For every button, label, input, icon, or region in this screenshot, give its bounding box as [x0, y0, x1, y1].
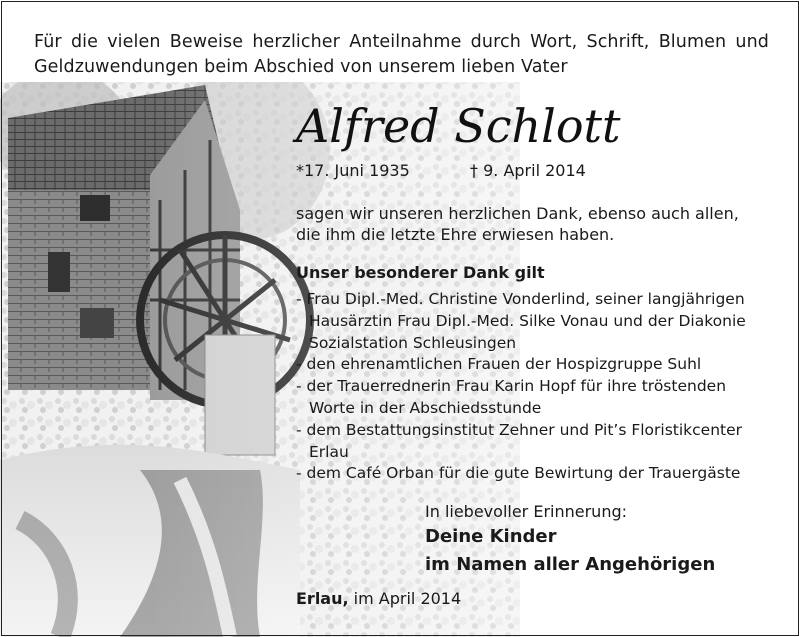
signature-line-2: im Namen aller Angehörigen	[425, 554, 716, 575]
deceased-name: Alfred Schlott	[296, 99, 621, 153]
list-item: - dem Bestattungsinstitut Zehner und Pit’s Floristikcenter Erlau	[296, 420, 743, 461]
list-item: - dem Café Orban für die gute Bewirtung der Trauergäste	[296, 464, 741, 483]
signature-line-1: Deine Kinder	[425, 526, 557, 547]
closing-phrase: In liebevoller Erinnerung:	[425, 502, 627, 521]
place-name: Erlau,	[296, 589, 349, 608]
thanks-text: sagen wir unseren herzlichen Dank, ebenso auch allen, die ihm die letzte Ehre erwiesen haben.	[296, 204, 739, 244]
list-item: - der Trauerrednerin Frau Karin Hopf für ihre tröstenden Worte in der Abschiedsstunde	[296, 377, 727, 417]
place-date	[296, 588, 461, 610]
death-date: † 9. April 2014	[470, 161, 586, 180]
thanks-list	[296, 289, 771, 485]
list-item: - Frau Dipl.-Med. Christine Vonderlind, seiner langjährigen Hausärztin Frau Dipl.-Med. Silke Vonau und der Diakonie Sozialstation Schleusingen	[296, 290, 746, 352]
notice-date: im April 2014	[353, 589, 462, 608]
special-thanks-heading: Unser besonderer Dank gilt	[296, 263, 545, 282]
intro-text: Für die vielen Beweise herzlicher Anteilnahme durch Wort, Schrift, Blumen und Geldzuwendungen beim Abschied von unserem lieben Vater	[34, 32, 769, 77]
birth-date: *17. Juni 1935	[296, 161, 410, 180]
list-item: - den ehrenamtlichen Frauen der Hospizgruppe Suhl	[296, 355, 702, 374]
